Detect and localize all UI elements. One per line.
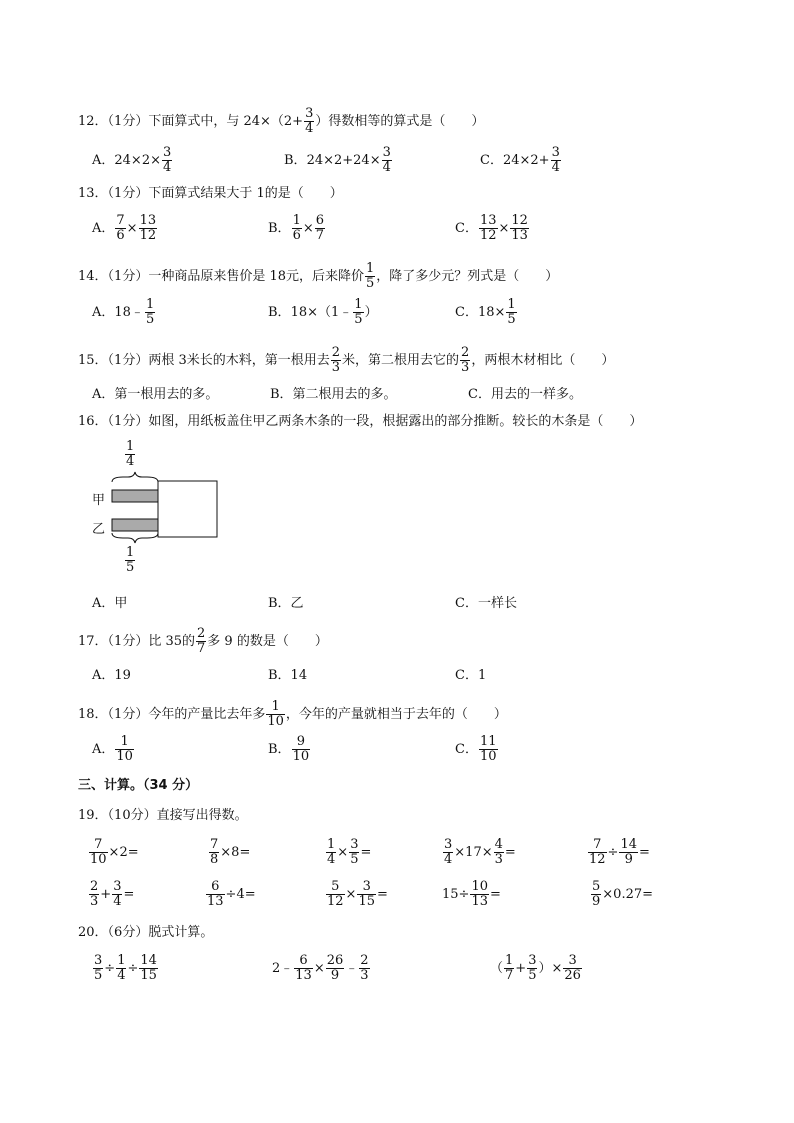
expression-1: $\frac{3}{5}$ ÷ $\frac{1}{4}$ ÷ $\frac{14}{15}$ [94,953,157,983]
figure-bottom-fraction: 1 5 [126,545,135,575]
figure-top-fraction: 1 4 [126,439,135,469]
q16-option-c[interactable]: C．一样长 [455,596,517,611]
q13-option-c[interactable]: C． $\frac{13}{12}$ × $\frac{12}{13}$ [455,213,528,243]
question-18: 18．（1分）今年的产量比去年多 $\frac{1}{10}$ ，今年的产量就相当于去年的（ ） [78,699,507,729]
calc-item: $\frac{5}{12}$ × $\frac{3}{15}$ = [327,879,388,909]
q13-option-b[interactable]: B． $\frac{1}{6}$ × $\frac{6}{7}$ [268,213,325,243]
calc-item: $\frac{5}{9}$ ×0.27= [592,879,654,909]
q12-option-a[interactable]: A．24×2× $\frac{3}{4}$ [92,145,172,175]
question-15: 15．（1分）两根 3米长的木料，第一根用去 $\frac{2}{3}$ 米，第二根用去它的 $\frac{2}{3}$ ，两根木材相比（ ） [78,345,615,375]
question-12: 12．（1分）下面算式中，与 24×（2+ $\frac{3}{4}$ ）得数相等的算式是（ ） [78,106,485,136]
section-3-heading: 三、计算。（34 分） [78,778,199,793]
expression-3: （ $\frac{1}{7}$ + $\frac{3}{5}$ ）× $\frac{3}{26}$ [490,953,581,983]
fraction: $\frac{3}{4}$ [305,106,314,136]
calc-item: $\frac{6}{13}$ ÷4= [207,879,256,909]
figure-brackets [88,436,228,584]
calc-item: $\frac{7}{12}$ ÷ $\frac{14}{9}$ = [589,837,650,867]
calc-item: $\frac{7}{10}$ ×2= [90,837,139,867]
q15-option-b[interactable]: B．第二根用去的多。 [270,387,397,402]
q18-option-b[interactable]: B． $\frac{9}{10}$ [268,734,310,764]
calc-item: 15÷ $\frac{10}{13}$ = [442,879,501,909]
q12-option-b[interactable]: B．24×2+24× $\frac{3}{4}$ [284,145,391,175]
cardboard [158,481,217,537]
q13-option-a[interactable]: A． $\frac{7}{6}$ × $\frac{13}{12}$ [92,213,157,243]
wood-strip-yi [112,519,158,531]
calc-item: $\frac{7}{8}$ ×8= [210,837,251,867]
question-16: 16．（1分）如图，用纸板盖住甲乙两条木条的一段，根据露出的部分推断。较长的木条是（ ） [78,414,643,429]
q16-option-a[interactable]: A．甲 [92,596,128,611]
q14-option-c[interactable]: C．18× $\frac{1}{5}$ [455,297,516,327]
calc-item: $\frac{1}{4}$ × $\frac{3}{5}$ = [327,837,372,867]
question-13: 13．（1分）下面算式结果大于 1的是（ ） [78,186,343,201]
q18-option-a[interactable]: A． $\frac{1}{10}$ [92,734,133,764]
wood-strip-jia [112,490,158,502]
q15-option-a[interactable]: A．第一根用去的多。 [92,387,219,402]
q16-option-b[interactable]: B．乙 [268,596,304,611]
q17-option-a[interactable]: A．19 [92,668,131,683]
question-14: 14．（1分）一种商品原来售价是 18元，后来降价 $\frac{1}{5}$ ，降了多少元？列式是（ ） [78,261,559,291]
q17-option-b[interactable]: B．14 [268,668,308,683]
q12-number: 12．（1分） [78,114,149,129]
q16-figure [88,436,228,584]
question-17: 17．（1分）比 35的 $\frac{2}{7}$ 多 9 的数是（ ） [78,626,328,656]
q14-option-a[interactable]: A．18﹣ $\frac{1}{5}$ [92,297,155,327]
question-19: 19．（10分）直接写出得数。 [78,808,248,823]
expression-2: 2﹣ $\frac{6}{13}$ × $\frac{26}{9}$ ﹣ $\frac{2}{3}$ [272,953,369,983]
label-yi: 乙 [92,522,106,537]
q17-option-c[interactable]: C．1 [455,668,487,683]
calc-item: $\frac{3}{4}$ ×17× $\frac{4}{3}$ = [444,837,516,867]
q18-option-c[interactable]: C． $\frac{11}{10}$ [455,734,497,764]
q15-option-c[interactable]: C．用去的一样多。 [468,387,582,402]
q12-option-c[interactable]: C．24×2+ $\frac{3}{4}$ [480,145,560,175]
label-jia: 甲 [92,493,106,508]
calc-item: $\frac{2}{3}$ + $\frac{3}{4}$ = [90,879,135,909]
question-20: 20．（6分）脱式计算。 [78,925,214,940]
q14-option-b[interactable]: B．18×（1﹣ $\frac{1}{5}$ ） [268,297,378,327]
